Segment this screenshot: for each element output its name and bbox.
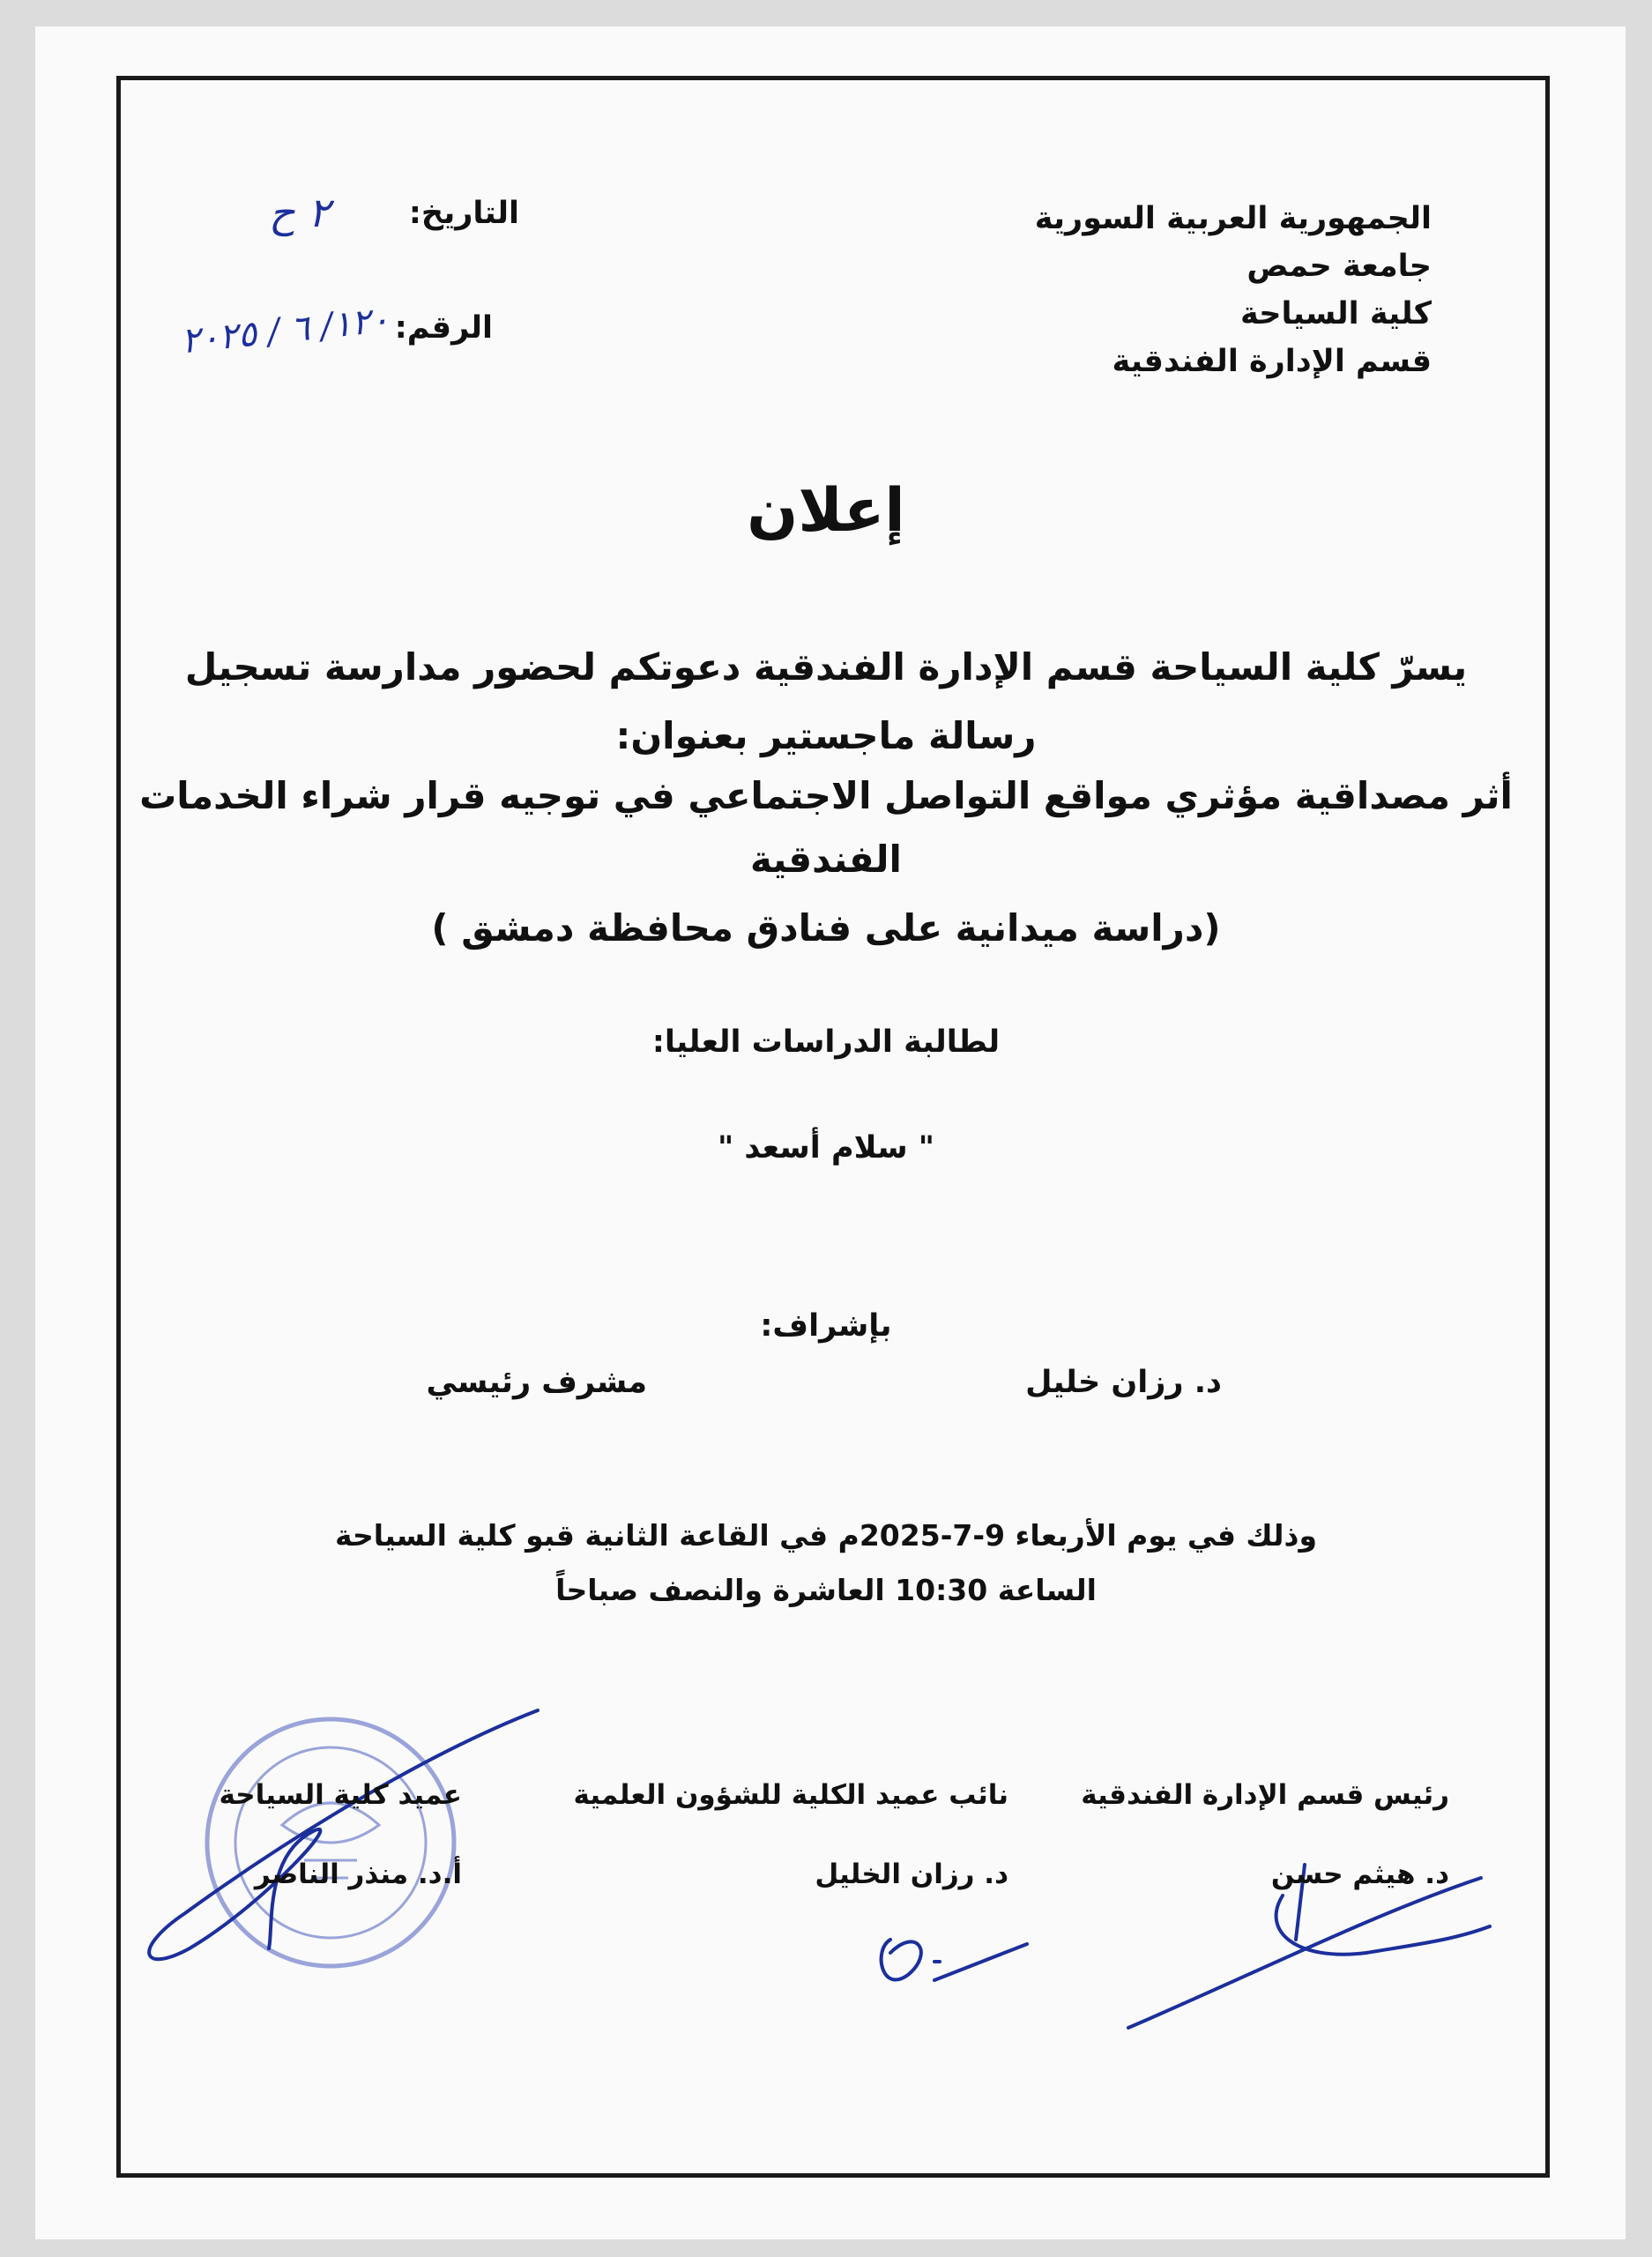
header-country: الجمهورية العربية السورية bbox=[1034, 201, 1432, 236]
number-handwritten: ١٢٠/ ٦ / ٢٠٢٥ bbox=[179, 299, 391, 362]
student-name: " سلام أسعد " bbox=[717, 1130, 935, 1166]
supervision-label: بإشراف: bbox=[760, 1308, 892, 1344]
thesis-title-line-1: أثر مصداقية مؤثري مواقع التواصل الاجتماعي في توجيه قرار شراء الخدمات bbox=[139, 774, 1513, 817]
schedule-line-1: وذلك في يوم الأربعاء 9-7-2025م في القاعة الثانية قبو كلية السياحة bbox=[335, 1518, 1317, 1553]
vice-dean-signature bbox=[882, 1940, 1027, 1980]
sig-name-department-head: د. هيثم حسن bbox=[1270, 1858, 1449, 1890]
sig-role-dean: عميد كلية السياحة bbox=[219, 1779, 462, 1811]
header-department: قسم الإدارة الفندقية bbox=[1112, 344, 1432, 379]
sig-name-dean: أ.د. منذر الناصر bbox=[254, 1858, 462, 1890]
date-handwritten: ٢ ح bbox=[269, 189, 331, 236]
date-label: التاريخ: bbox=[408, 196, 519, 231]
page-title: إعلان bbox=[747, 476, 905, 546]
number-label: الرقم: bbox=[394, 310, 493, 346]
sig-role-vice-dean: نائب عميد الكلية للشؤون العلمية bbox=[573, 1779, 1008, 1811]
supervisor-name: د. رزان خليل bbox=[1025, 1365, 1222, 1400]
sig-role-department-head: رئيس قسم الإدارة الفندقية bbox=[1081, 1779, 1449, 1811]
intro-line-1: يسرّ كلية السياحة قسم الإدارة الفندقية دعوتكم لحضور مدارسة تسجيل bbox=[184, 645, 1468, 689]
official-stamp bbox=[207, 1719, 454, 1966]
header-university: جامعة حمص bbox=[1246, 249, 1432, 284]
header-faculty: كلية السياحة bbox=[1240, 296, 1432, 331]
sig-name-vice-dean: د. رزان الخليل bbox=[815, 1858, 1008, 1890]
thesis-title-line-2: الفندقية bbox=[750, 838, 902, 881]
schedule-line-2: الساعة 10:30 العاشرة والنصف صباحاً bbox=[555, 1573, 1097, 1607]
supervisor-role: مشرف رئيسي bbox=[426, 1365, 647, 1400]
intro-line-2: رسالة ماجستير بعنوان: bbox=[615, 714, 1037, 757]
student-label: لطالبة الدراسات العليا: bbox=[651, 1024, 1001, 1060]
thesis-subtitle: (دراسة ميدانية على فنادق محافظة دمشق ) bbox=[431, 906, 1221, 950]
